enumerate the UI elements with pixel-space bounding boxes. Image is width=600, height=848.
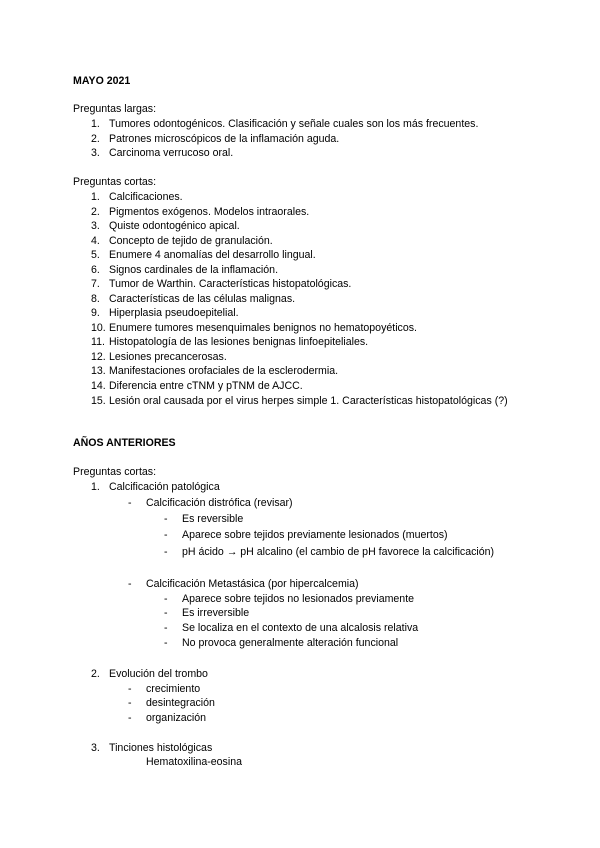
list-number: 1. <box>91 481 100 493</box>
bullet-dash: - <box>164 529 168 541</box>
bullet-dash: - <box>128 683 132 695</box>
list-item: Enumere tumores mesenquimales benignos no hematopoyéticos. <box>109 322 417 334</box>
sub-item: Calcificación Metastásica (por hipercalcemia) <box>146 578 359 590</box>
list-number: 9. <box>91 307 100 319</box>
long-questions-label: Preguntas largas: <box>73 103 157 115</box>
bullet-dash: - <box>128 697 132 709</box>
bullet-dash: - <box>164 593 168 605</box>
list-item: Pigmentos exógenos. Modelos intraorales. <box>109 206 310 218</box>
list-number: 12. <box>91 351 106 363</box>
bullet-dash: - <box>128 497 132 509</box>
list-item: Características de las células malignas. <box>109 293 296 305</box>
sub-sub-item: pH ácido → pH alcalino (el cambio de pH favorece la calcificación) <box>182 546 495 558</box>
sub-item: Calcificación distrófica (revisar) <box>146 497 293 509</box>
list-item: Manifestaciones orofaciales de la esclerodermia. <box>109 365 339 377</box>
sub-item: crecimiento <box>146 683 201 695</box>
list-item: Hiperplasia pseudoepitelial. <box>109 307 239 319</box>
list-number: 2. <box>91 668 100 680</box>
list-number: 2. <box>91 133 100 145</box>
sub-item: organización <box>146 712 207 724</box>
sub-sub-item: Aparece sobre tejidos previamente lesionados (muertos) <box>182 529 448 541</box>
section-heading-mayo-2021: MAYO 2021 <box>73 75 131 87</box>
list-item: Diferencia entre cTNM y pTNM de AJCC. <box>109 380 303 392</box>
list-number: 3. <box>91 147 100 159</box>
sub-sub-item: Es reversible <box>182 513 244 525</box>
list-item: Carcinoma verrucoso oral. <box>109 147 234 159</box>
bullet-dash: - <box>164 637 168 649</box>
list-number: 4. <box>91 235 100 247</box>
list-number: 11. <box>91 336 105 348</box>
bullet-dash: - <box>164 546 168 558</box>
bullet-dash: - <box>128 712 132 724</box>
short-questions-label: Preguntas cortas: <box>73 176 157 188</box>
list-number: 15. <box>91 395 106 407</box>
list-number: 8. <box>91 293 100 305</box>
list-number: 1. <box>91 118 100 130</box>
list-item: Calcificación patológica <box>109 481 220 493</box>
short-questions-label: Preguntas cortas: <box>73 466 157 478</box>
list-number: 3. <box>91 220 100 232</box>
list-item: Lesiones precancerosas. <box>109 351 227 363</box>
bullet-dash: - <box>164 607 168 619</box>
list-item: Tumores odontogénicos. Clasificación y señale cuales son los más frecuentes. <box>109 118 479 130</box>
list-item: Enumere 4 anomalías del desarrollo lingual. <box>109 249 316 261</box>
list-item: Signos cardinales de la inflamación. <box>109 264 279 276</box>
list-item: Calcificaciones. <box>109 191 183 203</box>
bullet-dash: - <box>164 622 168 634</box>
list-number: 6. <box>91 264 100 276</box>
bullet-dash: - <box>128 578 132 590</box>
list-number: 14. <box>91 380 106 392</box>
list-number: 3. <box>91 742 100 754</box>
list-item: Concepto de tejido de granulación. <box>109 235 273 247</box>
sub-sub-item: Es irreversible <box>182 607 250 619</box>
list-item: Tinciones histológicas <box>109 742 213 754</box>
list-item: Evolución del trombo <box>109 668 208 680</box>
list-number: 10. <box>91 322 106 334</box>
list-item: Tumor de Warthin. Características histopatológicas. <box>109 278 352 290</box>
sub-item: desintegración <box>146 697 215 709</box>
list-number: 5. <box>91 249 100 261</box>
sub-sub-item: No provoca generalmente alteración funcional <box>182 637 399 649</box>
section-heading-anos-anteriores: AÑOS ANTERIORES <box>73 437 176 449</box>
list-number: 13. <box>91 365 106 377</box>
list-number: 7. <box>91 278 100 290</box>
list-item: Patrones microscópicos de la inflamación aguda. <box>109 133 340 145</box>
sub-sub-item: Aparece sobre tejidos no lesionados previamente <box>182 593 415 605</box>
sub-sub-item: Se localiza en el contexto de una alcalosis relativa <box>182 622 419 634</box>
list-item: Quiste odontogénico apical. <box>109 220 240 232</box>
list-number: 1. <box>91 191 100 203</box>
list-item: Lesión oral causada por el virus herpes simple 1. Características histopatológicas (?) <box>109 395 508 407</box>
bullet-dash: - <box>164 513 168 525</box>
list-item: Histopatología de las lesiones benignas linfoepiteliales. <box>109 336 369 348</box>
list-number: 2. <box>91 206 100 218</box>
sub-item: Hematoxilina-eosina <box>146 756 242 768</box>
